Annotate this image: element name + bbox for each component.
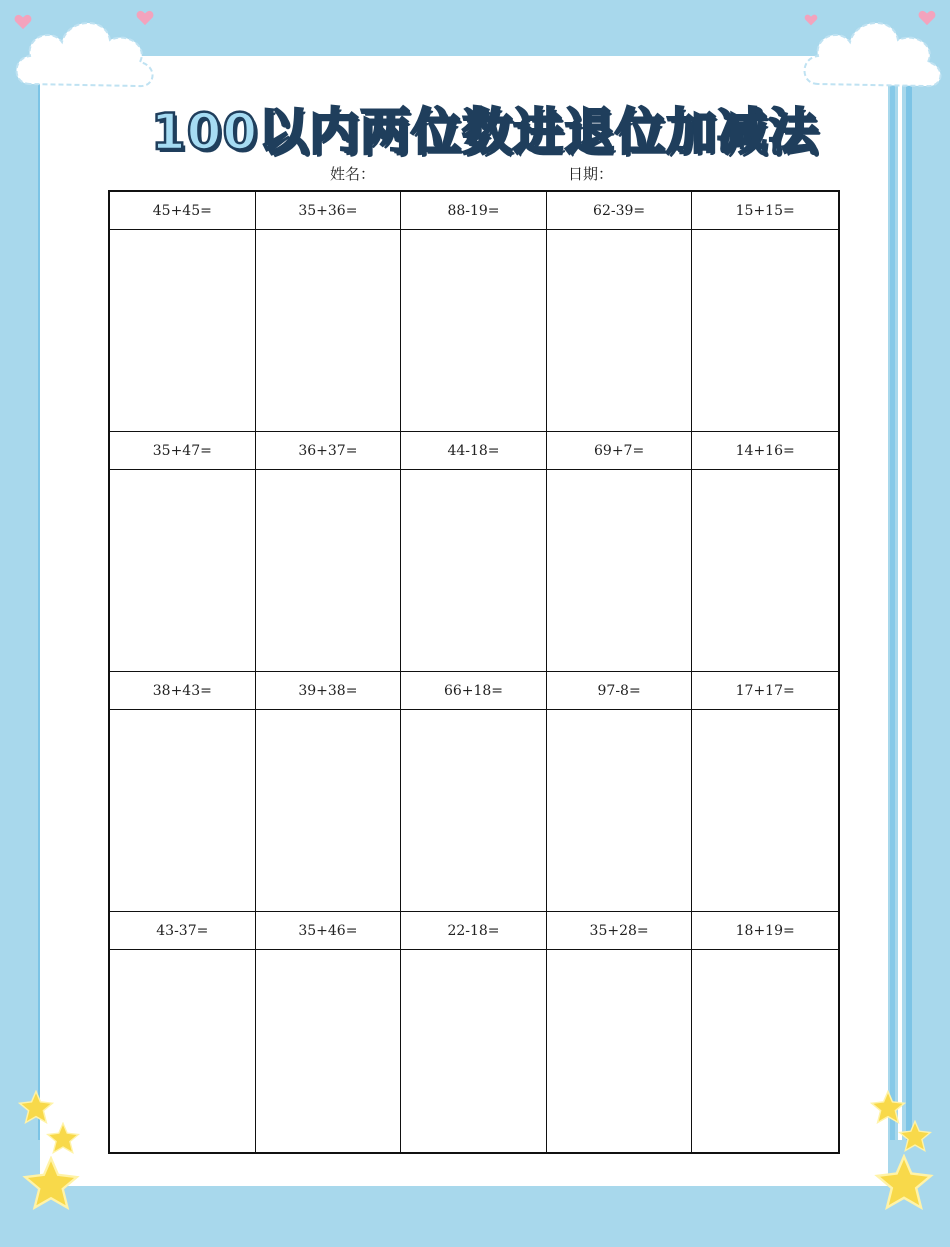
problem-cell [110, 432, 256, 672]
answer-area[interactable] [256, 470, 401, 671]
problem-cell [547, 432, 693, 672]
star-icon [46, 1122, 80, 1154]
answer-area[interactable] [110, 230, 255, 431]
date-label: 日期： [568, 165, 614, 183]
problem-text: 35+28= [547, 912, 692, 950]
problem-cell [401, 432, 547, 672]
star-icon [22, 1156, 80, 1210]
problem-cell [110, 912, 256, 1152]
problem-cell [692, 192, 838, 432]
star-icon [898, 1120, 932, 1152]
answer-area[interactable] [547, 950, 692, 1152]
answer-area[interactable] [256, 710, 401, 911]
problem-cell [547, 192, 693, 432]
heart-icon [136, 10, 154, 26]
answer-area[interactable] [256, 950, 401, 1152]
problem-text: 45+45= [110, 192, 255, 230]
problem-text: 38+43= [110, 672, 255, 710]
problem-text: 35+47= [110, 432, 255, 470]
problem-text: 18+19= [692, 912, 838, 950]
answer-area[interactable] [692, 710, 838, 911]
problem-text: 35+36= [256, 192, 401, 230]
problem-cell [692, 432, 838, 672]
problem-cell [256, 432, 402, 672]
problem-cell [547, 912, 693, 1152]
problem-text: 17+17= [692, 672, 838, 710]
answer-area[interactable] [110, 470, 255, 671]
answer-area[interactable] [110, 950, 255, 1152]
problem-cell [401, 672, 547, 912]
problem-cell [401, 912, 547, 1152]
problem-text: 35+46= [256, 912, 401, 950]
star-icon [18, 1090, 54, 1124]
star-icon [874, 1154, 934, 1210]
problem-text: 44-18= [401, 432, 546, 470]
answer-area[interactable] [547, 230, 692, 431]
worksheet-title: 100以内两位数进退位加减法 [150, 103, 820, 161]
problem-text: 66+18= [401, 672, 546, 710]
problem-text: 15+15= [692, 192, 838, 230]
answer-area[interactable] [401, 950, 546, 1152]
problem-text: 69+7= [547, 432, 692, 470]
problem-text: 88-19= [401, 192, 546, 230]
problem-cell [547, 672, 693, 912]
answer-area[interactable] [547, 710, 692, 911]
problem-cell [256, 672, 402, 912]
right-border-stripe [898, 80, 902, 1140]
problem-cell [401, 192, 547, 432]
problem-text: 22-18= [401, 912, 546, 950]
problem-text: 14+16= [692, 432, 838, 470]
problem-cell [692, 672, 838, 912]
problem-cell [256, 192, 402, 432]
right-border-stripe [906, 80, 912, 1140]
problem-text: 43-37= [110, 912, 255, 950]
answer-area[interactable] [692, 950, 838, 1152]
answer-area[interactable] [110, 710, 255, 911]
answer-area[interactable] [692, 230, 838, 431]
problem-cell [110, 672, 256, 912]
heart-icon [804, 14, 818, 26]
answer-area[interactable] [256, 230, 401, 431]
star-icon [870, 1090, 906, 1124]
answer-area[interactable] [401, 230, 546, 431]
problem-cell [692, 912, 838, 1152]
answer-area[interactable] [401, 470, 546, 671]
answer-area[interactable] [692, 470, 838, 671]
problem-text: 36+37= [256, 432, 401, 470]
heart-icon [14, 14, 32, 30]
problem-grid [108, 190, 840, 1154]
answer-area[interactable] [401, 710, 546, 911]
problem-cell [256, 912, 402, 1152]
problem-text: 97-8= [547, 672, 692, 710]
name-label: 姓名： [330, 165, 376, 183]
problem-cell [110, 192, 256, 432]
heart-icon [918, 10, 936, 26]
problem-text: 62-39= [547, 192, 692, 230]
answer-area[interactable] [547, 470, 692, 671]
right-border-stripe [890, 80, 895, 1140]
problem-text: 39+38= [256, 672, 401, 710]
